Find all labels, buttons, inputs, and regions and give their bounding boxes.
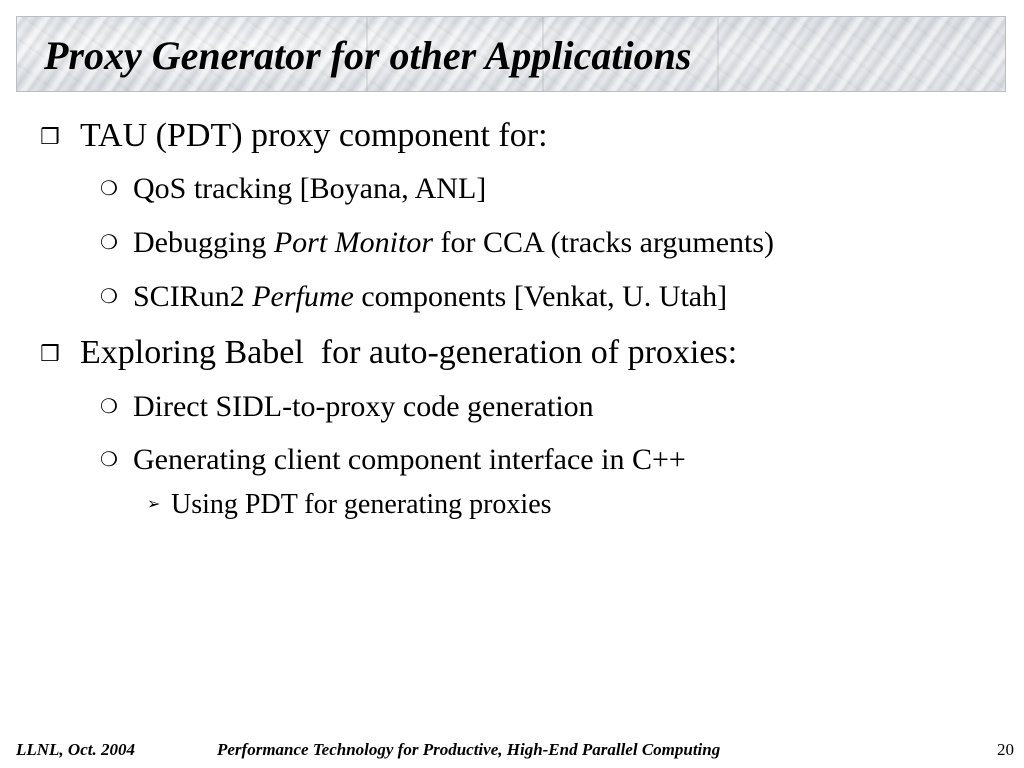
bullet-text-part: SCIRun2 [133,280,253,313]
bullet-generating-client-interface [100,442,686,480]
bullet-exploring-babel [40,333,737,377]
bullet-emphasis-text: Port Monitor [273,226,433,259]
bullet-using-pdt [147,488,552,525]
hollow-circle-bullet-icon: ❍ [100,176,118,200]
bullet-text-part: Debugging [133,226,274,259]
hollow-circle-bullet-icon: ❍ [100,394,118,418]
bullet-direct-sidl-to-proxy [100,389,594,427]
bullet-qos-tracking [100,171,486,209]
bullet-text: TAU (PDT) proxy component for: [80,117,548,154]
footer-venue-date: LLNL, Oct. 2004 [16,740,135,759]
hollow-circle-bullet-icon: ❍ [100,447,118,471]
footer-presentation-title: Performance Technology for Productive, High-End Parallel Computing [217,740,721,759]
bullet-emphasis-text: Perfume [252,280,354,313]
bullet-text-part: for CCA (tracks arguments) [433,226,775,259]
bullet-text [133,225,774,261]
bullet-text [133,279,727,315]
bullet-text: Direct SIDL-to-proxy code generation [133,390,594,423]
arrowhead-bullet-icon: ➢ [147,494,161,513]
bullet-text: Exploring Babel for auto-generation of proxies: [80,334,738,371]
bullet-scirun2-perfume [100,279,727,317]
hollow-square-bullet-icon: ❒ [40,125,60,150]
bullet-debugging-port-monitor [100,225,774,263]
hollow-square-bullet-icon: ❒ [40,342,60,367]
bullet-tau-proxy-component [40,116,548,160]
hollow-circle-bullet-icon: ❍ [100,230,118,254]
bullet-text-part: components [Venkat, U. Utah] [353,280,728,313]
footer-page-number: 20 [997,740,1014,759]
bullet-text: Using PDT for generating proxies [171,489,552,520]
bullet-text: Generating client component interface in C++ [133,443,686,476]
bullet-text: QoS tracking [Boyana, ANL] [133,172,487,205]
hollow-circle-bullet-icon: ❍ [100,284,118,308]
slide-title: Proxy Generator for other Applications [44,33,692,78]
